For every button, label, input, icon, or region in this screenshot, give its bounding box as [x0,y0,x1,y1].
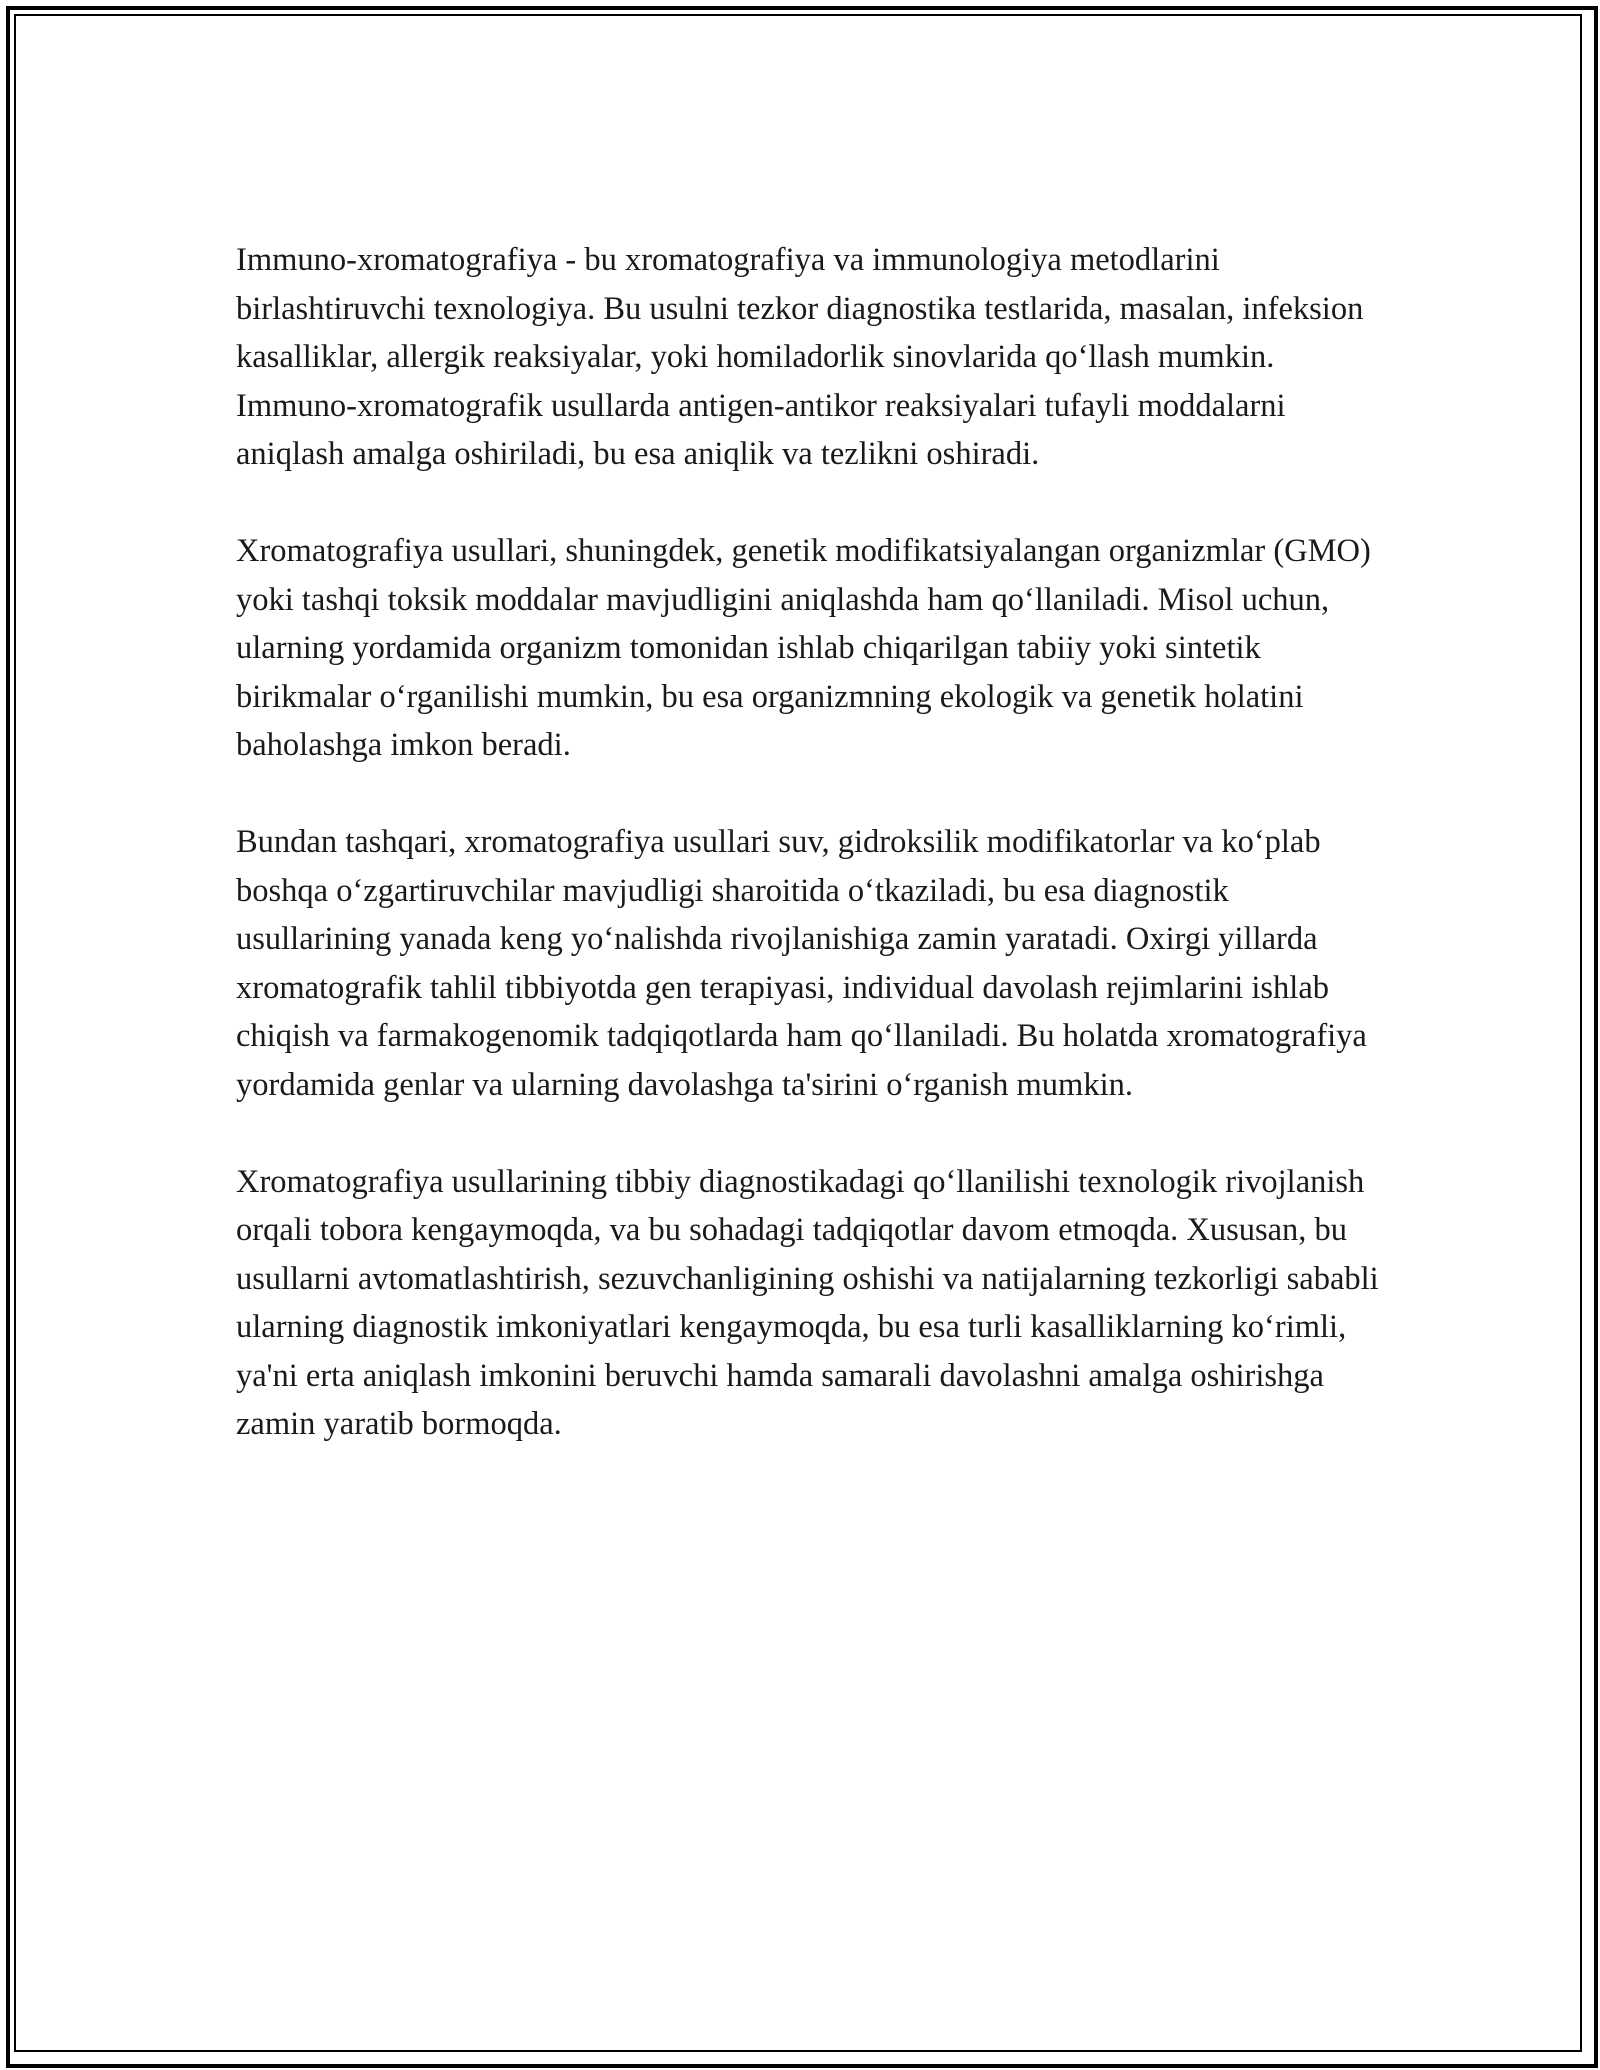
paragraph-gmo-detection: Xromatografiya usullari, shuningdek, genetik modifikatsiyalangan organizmlar (GMO) yoki tashqi toksik moddalar mavjudligini aniqlashda ham qo‘llaniladi. Misol uchun, ularning yordamida organizm tomonidan ishlab chiqarilgan tabiiy yoki sintetik birikmalar o‘rganilishi mumkin, bu esa organizmning ekologik va genetik holatini baholashga imkon beradi. [236,533,1371,763]
document-body [236,236,1386,1497]
paragraph-immuno-chromatography: Immuno-xromatografiya - bu xromatografiya va immunologiya metodlarini birlashtiruvchi texnologiya. Bu usulni tezkor diagnostika testlarida, masalan, infeksion kasalliklar, allergik reaksiyalar, yoki homiladorlik sinovlarida qo‘llash mumkin. Immuno-xromatografik usullarda antigen-antikor reaksiyalari tufayli moddalarni aniqlash amalga oshiriladi, bu esa aniqlik va tezlikni oshiradi. [236,242,1364,472]
paragraph-modifiers-gene-therapy: Bundan tashqari, xromatografiya usullari suv, gidroksilik modifikatorlar va ko‘plab boshqa o‘zgartiruvchilar mavjudligi sharoitida o‘tkaziladi, bu esa diagnostik usullarining yanada keng yo‘nalishda rivojlanishiga zamin yaratadi. Oxirgi yillarda xromatografik tahlil tibbiyotda gen terapiyasi, individual davolash rejimlarini ishlab chiqish va farmakogenomik tadqiqotlarda ham qo‘llaniladi. Bu holatda xromatografiya yordamida genlar va ularning davolashga ta'sirini o‘rganish mumkin. [236,824,1367,1103]
paragraph-diagnostics-development: Xromatografiya usullarining tibbiy diagnostikadagi qo‘llanilishi texnologik rivojlanish orqali tobora kengaymoqda, va bu sohadagi tadqiqotlar davom etmoqda. Xususan, bu usullarni avtomatlashtirish, sezuvchanligining oshishi va natijalarning tezkorligi sababli ularning diagnostik imkoniyatlari kengaymoqda, bu esa turli kasalliklarning ko‘rimli, ya'ni erta aniqlash imkonini beruvchi hamda samarali davolashni amalga oshirishga zamin yaratib bormoqda. [236,1163,1379,1442]
